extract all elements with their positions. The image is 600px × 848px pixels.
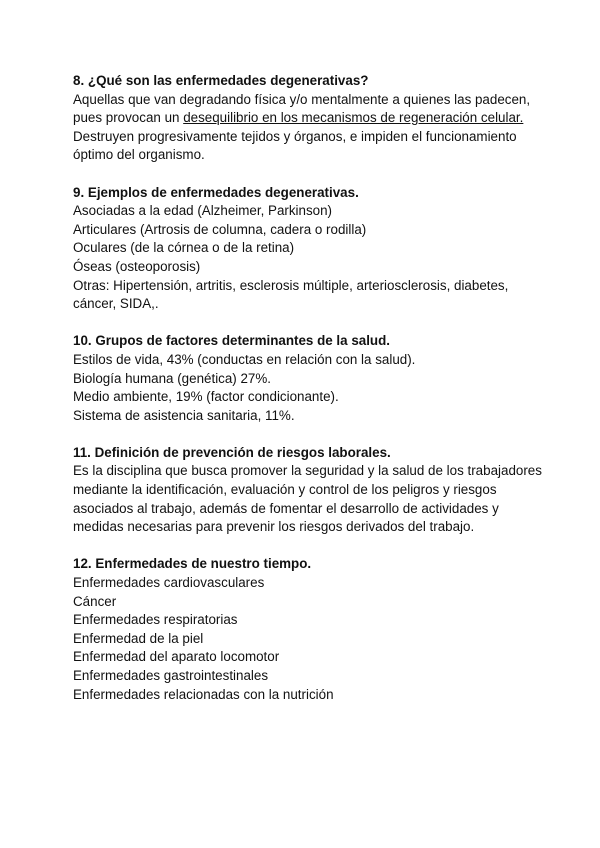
- section-8-paragraph-2: Destruyen progresivamente tejidos y órganos, e impiden el funcionamiento óptimo del organismo.: [73, 128, 517, 163]
- section-12: [73, 555, 543, 704]
- section-11: [73, 444, 543, 537]
- section-12-line: Enfermedad del aparato locomotor: [73, 649, 280, 665]
- section-12-line: Cáncer: [73, 593, 117, 609]
- section-8: [73, 72, 543, 165]
- section-12-line: Enfermedad de la piel: [73, 630, 204, 646]
- section-10-line: Estilos de vida, 43% (conductas en relación con la salud).: [73, 351, 416, 367]
- section-12-line: Enfermedades gastrointestinales: [73, 668, 269, 683]
- section-11-heading: 11. Definición de prevención de riesgos laborales.: [73, 444, 391, 460]
- section-9-line: Oculares (de la córnea o de la retina): [73, 240, 295, 256]
- section-8-heading: 8. ¿Qué son las enfermedades degenerativas?: [73, 73, 369, 88]
- section-8-paragraph-1: [73, 91, 543, 128]
- section-12-line: Enfermedades cardiovasculares: [73, 575, 265, 591]
- section-9: [73, 184, 543, 314]
- section-10: [73, 332, 543, 425]
- section-10-line: Sistema de asistencia sanitaria, 11%.: [73, 407, 295, 423]
- section-9-heading: 9. Ejemplos de enfermedades degenerativas.: [73, 184, 359, 200]
- section-9-line: Asociadas a la edad (Alzheimer, Parkinson): [73, 203, 333, 219]
- section-12-heading: 12. Enfermedades de nuestro tiempo.: [73, 556, 312, 572]
- section-8-paragraph-1-text: Aquellas que van degradando física y/o mentalmente a quienes las padecen, pues provocan un: [73, 91, 531, 126]
- section-12-line: Enfermedades relacionadas con la nutrición: [73, 686, 334, 702]
- document-content: [73, 72, 543, 723]
- section-10-line: Medio ambiente, 19% (factor condicionante).: [73, 389, 339, 405]
- section-9-line: Óseas (osteoporosis): [73, 258, 201, 274]
- section-8-underlined-text: desequilibrio en los mecanismos de regeneración celular.: [183, 110, 524, 126]
- section-9-other: Otras: Hipertensión, artritis, esclerosis múltiple, arteriosclerosis, diabetes, cáncer, SIDA,.: [73, 277, 509, 312]
- section-11-paragraph: Es la disciplina que busca promover la seguridad y la salud de los trabajadores mediante la identificación, evaluación y control de los peligros y riesgos asociados al trabajo, además de fomentar el desarrollo de actividades y medidas necesarias para prevenir los riesgos derivados del trabajo.: [73, 463, 542, 535]
- section-9-line: Articulares (Artrosis de columna, cadera o rodilla): [73, 221, 367, 237]
- section-12-line: Enfermedades respiratorias: [73, 612, 238, 628]
- section-10-heading: 10. Grupos de factores determinantes de la salud.: [73, 333, 391, 349]
- section-10-line: Biología humana (genética) 27%.: [73, 370, 272, 386]
